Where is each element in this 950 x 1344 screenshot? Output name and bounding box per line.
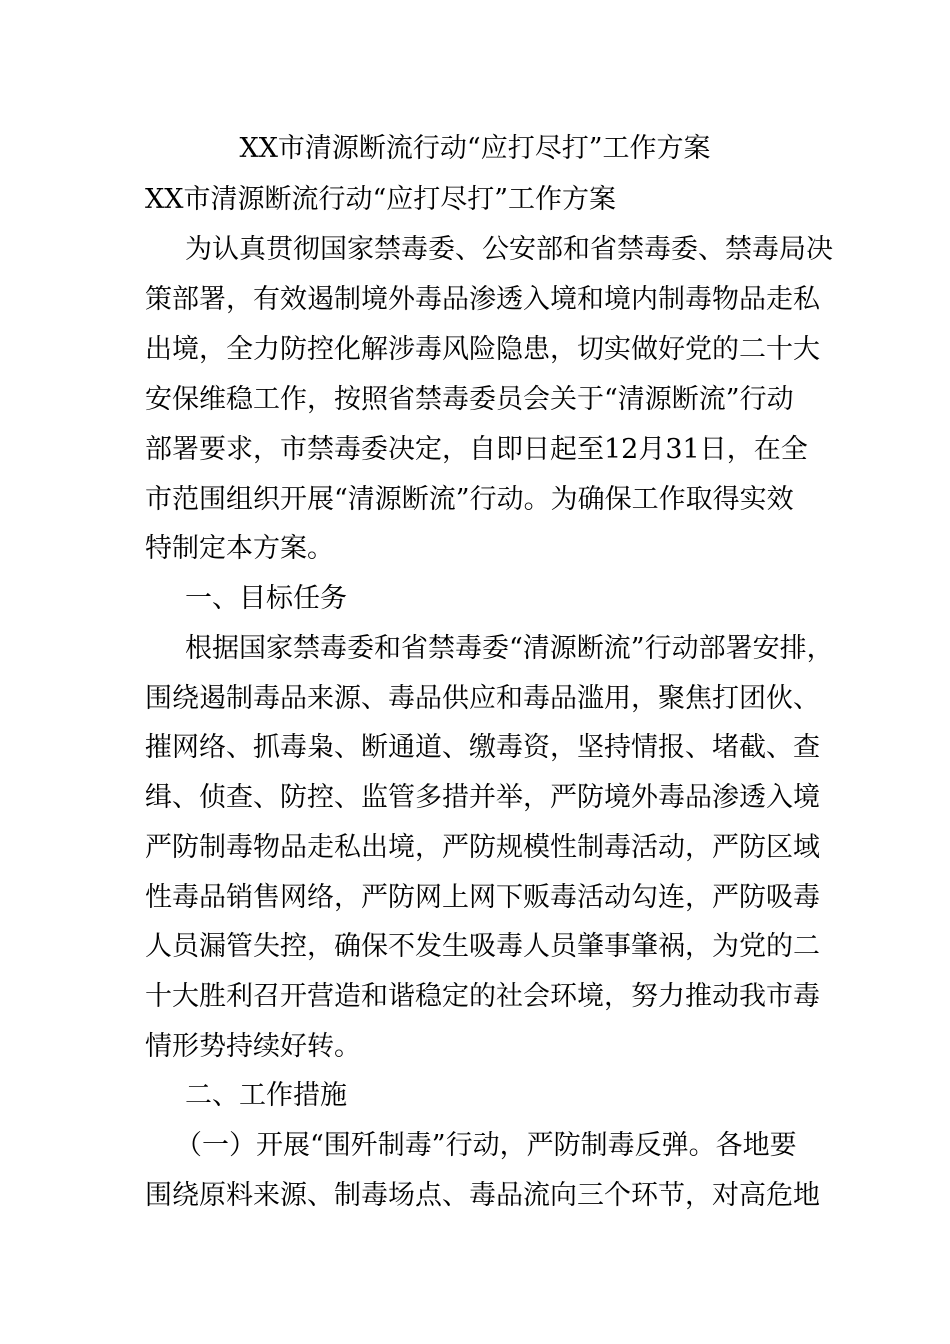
paragraph-line: 安保维稳工作，按照省禁毒委员会关于“清源断流”行动 xyxy=(145,384,794,415)
paragraph-line: 十大胜利召开营造和谐稳定的社会环境，努力推动我市毒 xyxy=(145,981,820,1012)
paragraph-line: 特制定本方案。 xyxy=(145,533,334,564)
section-heading: 二、工作措施 xyxy=(185,1080,347,1111)
paragraph-line: 缉、侦查、防控、监管多措并举，严防境外毒品渗透入境 xyxy=(145,782,820,813)
paragraph-line: 性毒品销售网络，严防网上网下贩毒活动勾连，严防吸毒 xyxy=(145,882,820,913)
document-subtitle: XX市清源断流行动“应打尽打”工作方案 xyxy=(145,184,617,215)
paragraph-line: 市范围组织开展“清源断流”行动。为确保工作取得实效 xyxy=(145,484,794,515)
document-title: XX市清源断流行动“应打尽打”工作方案 xyxy=(239,133,711,164)
paragraph-line: 围绕原料来源、制毒场点、毒品流向三个环节，对高危地 xyxy=(145,1180,820,1211)
paragraph-line: 部署要求，市禁毒委决定，自即日起至12月31日，在全 xyxy=(145,434,808,465)
paragraph-line: 根据国家禁毒委和省禁毒委“清源断流”行动部署安排， xyxy=(185,633,834,664)
paragraph-line: 摧网络、抓毒枭、断通道、缴毒资，坚持情报、堵截、查 xyxy=(145,732,820,763)
paragraph-line: 出境，全力防控化解涉毒风险隐患，切实做好党的二十大 xyxy=(145,334,820,365)
section-heading: 一、目标任务 xyxy=(185,583,347,614)
paragraph-line: 围绕遏制毒品来源、毒品供应和毒品滥用，聚焦打团伙、 xyxy=(145,683,820,714)
paragraph-line: （一）开展“围歼制毒”行动，严防制毒反弹。各地要 xyxy=(175,1130,797,1161)
paragraph-line: 为认真贯彻国家禁毒委、公安部和省禁毒委、禁毒局决 xyxy=(185,234,833,265)
paragraph-line: 严防制毒物品走私出境，严防规模性制毒活动，严防区域 xyxy=(145,832,820,863)
paragraph-line: 情形势持续好转。 xyxy=(145,1031,361,1062)
paragraph-line: 人员漏管失控，确保不发生吸毒人员肇事肇祸，为党的二 xyxy=(145,931,820,962)
paragraph-line: 策部署，有效遏制境外毒品渗透入境和境内制毒物品走私 xyxy=(145,284,820,315)
